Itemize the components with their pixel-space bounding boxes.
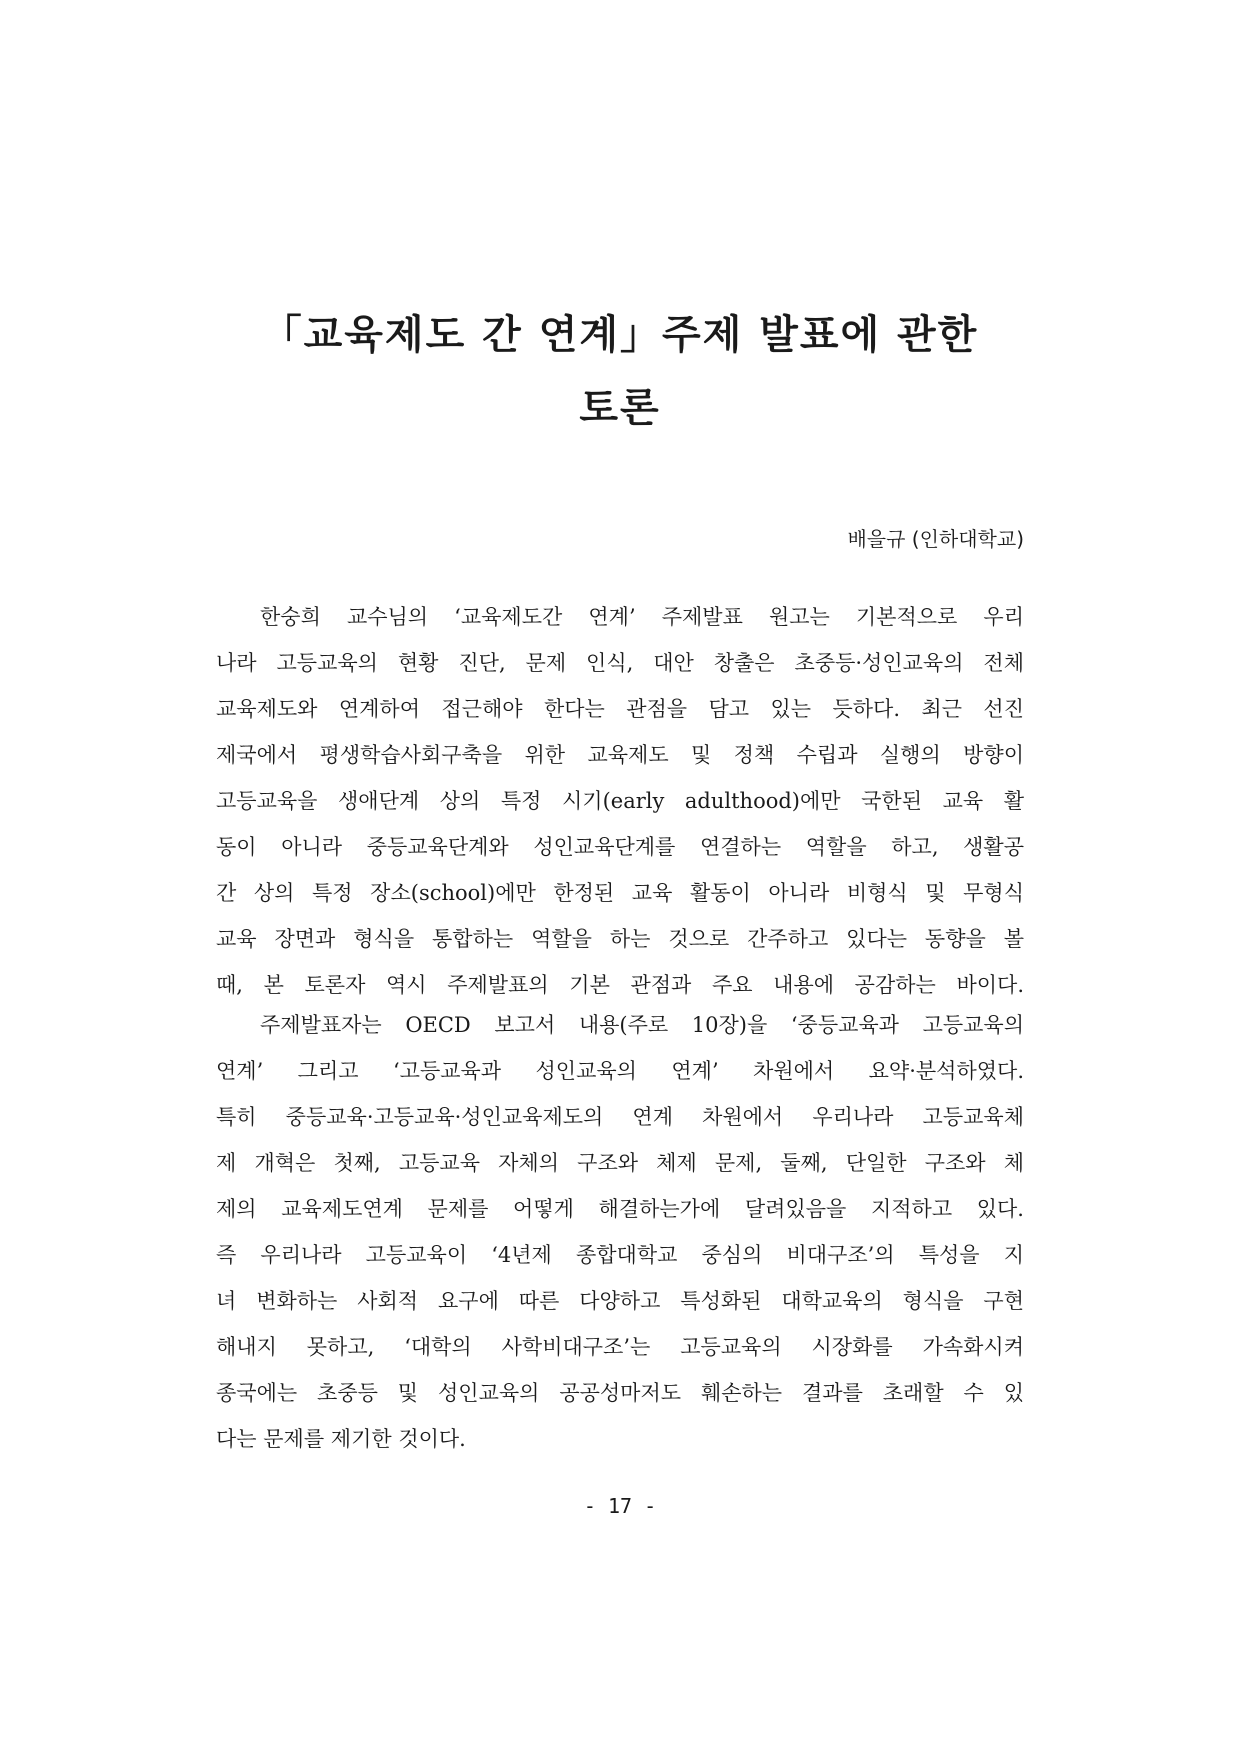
title-line-1: 「교육제도 간 연계」주제 발표에 관한 — [261, 312, 979, 358]
paragraph-line: 동이 아니라 중등교육단계와 성인교육단계를 연결하는 역할을 하고, 생활공 — [216, 835, 1024, 859]
paragraph-line: 한숭희 교수님의 ‘교육제도간 연계’ 주제발표 원고는 기본적으로 우리 — [260, 605, 1024, 629]
paragraph-line: 때, 본 토론자 역시 주제발표의 기본 관점과 주요 내용에 공감하는 바이다. — [216, 973, 1024, 997]
title-line-2: 토론 — [579, 385, 661, 431]
paragraph-line: 연계’ 그리고 ‘고등교육과 성인교육의 연계’ 차원에서 요약·분석하였다. — [216, 1059, 1024, 1083]
paragraph-line: 나라 고등교육의 현황 진단, 문제 인식, 대안 창출은 초중등·성인교육의 전체 — [216, 651, 1024, 675]
page-number: - 17 - — [583, 1494, 657, 1518]
paragraph-line: 교육 장면과 형식을 통합하는 역할을 하는 것으로 간주하고 있다는 동향을 볼 — [216, 927, 1024, 951]
paragraph-line: 종국에는 초중등 및 성인교육의 공공성마저도 훼손하는 결과를 초래할 수 있 — [216, 1381, 1024, 1405]
paragraph-line: 즉 우리나라 고등교육이 ‘4년제 종합대학교 중심의 비대구조’의 특성을 지 — [216, 1243, 1024, 1267]
paragraph-line: 제 개혁은 첫째, 고등교육 자체의 구조와 체제 문제, 둘째, 단일한 구조와 체 — [216, 1151, 1024, 1175]
paragraph-line: 제국에서 평생학습사회구축을 위한 교육제도 및 정책 수립과 실행의 방향이 — [216, 743, 1024, 767]
paragraph-line: 다는 문제를 제기한 것이다. — [216, 1427, 466, 1451]
paragraph-line: 간 상의 특정 장소(school)에만 한정된 교육 활동이 아니라 비형식 및 무형식 — [216, 881, 1024, 905]
paragraph-line: 고등교육을 생애단계 상의 특정 시기(early adulthood)에만 국한된 교육 활 — [216, 789, 1024, 813]
paragraph-1 — [216, 594, 1024, 1008]
paragraph-line: 특히 중등교육·고등교육·성인교육제도의 연계 차원에서 우리나라 고등교육체 — [216, 1105, 1024, 1129]
paragraph-line: 녀 변화하는 사회적 요구에 따른 다양하고 특성화된 대학교육의 형식을 구현 — [216, 1289, 1024, 1313]
author-affiliation: 배을규 (인하대학교) — [847, 527, 1024, 551]
paragraph-line: 제의 교육제도연계 문제를 어떻게 해결하는가에 달려있음을 지적하고 있다. — [216, 1197, 1024, 1221]
paragraph-2 — [216, 1002, 1024, 1462]
paragraph-line: 해내지 못하고, ‘대학의 사학비대구조’는 고등교육의 시장화를 가속화시켜 — [216, 1335, 1024, 1359]
paragraph-line: 주제발표자는 OECD 보고서 내용(주로 10장)을 ‘중등교육과 고등교육의 — [260, 1013, 1024, 1037]
paragraph-line: 교육제도와 연계하여 접근해야 한다는 관점을 담고 있는 듯하다. 최근 선진 — [216, 697, 1024, 721]
